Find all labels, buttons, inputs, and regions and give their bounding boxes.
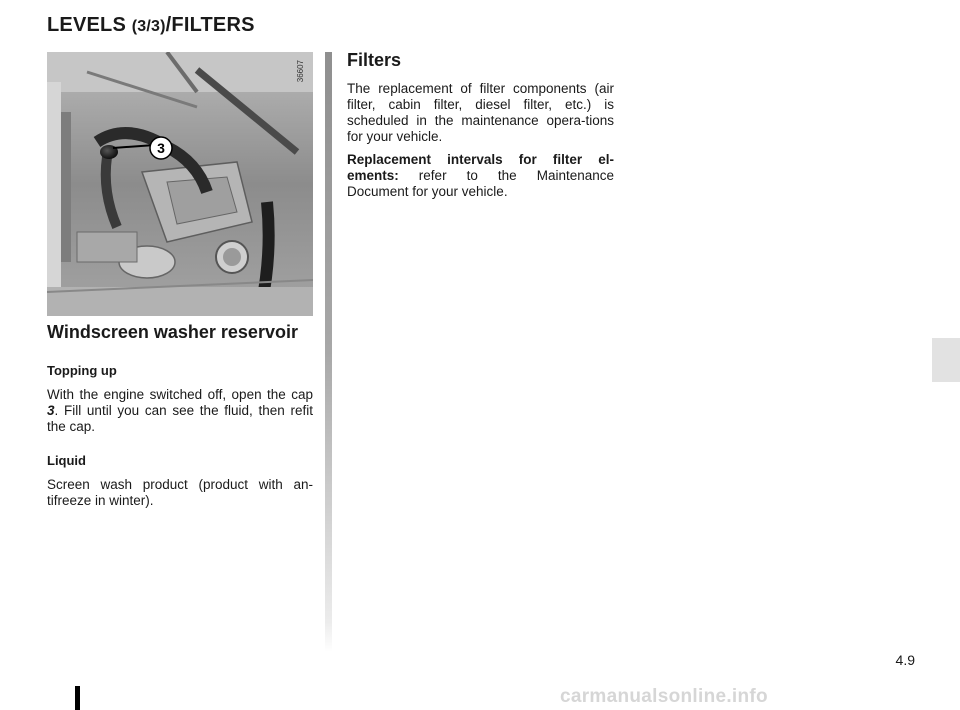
column-divider [325, 52, 332, 652]
title-sub: (3/3) [131, 18, 166, 35]
watermark: carmanualsonline.info [560, 686, 768, 707]
title-end: /FILTERS [165, 14, 255, 36]
engine-bay-illustration [47, 52, 313, 316]
page-number: 4.9 [895, 652, 915, 668]
washer-reservoir-section [47, 322, 313, 509]
filters-paragraph-2 [347, 152, 614, 200]
filters-section [347, 50, 614, 200]
callout-3: 3 [157, 140, 165, 156]
page-title [47, 14, 255, 37]
liquid-heading: Liquid [47, 453, 86, 468]
topping-up-heading: Topping up [47, 363, 117, 378]
filters-paragraph-1: The replacement of filter components (air filter, cabin filter, diesel filter, etc.) is scheduled in the maintenance opera-tions for your vehicle. [347, 81, 614, 144]
liquid-text: Screen wash product (product with an-tifreeze in winter). [47, 477, 313, 508]
figure-ref-code: 36607 [296, 60, 305, 83]
cap-reference: 3 [47, 403, 55, 418]
replacement-intervals-text: refer to the Maintenance Document for your vehicle. [347, 168, 614, 199]
replacement-intervals-label: Replacement intervals for filter el-ements: [347, 152, 614, 183]
topping-up-text [47, 387, 313, 435]
topping-text-part1: With the engine switched off, open the cap [47, 387, 313, 402]
chapter-tab [932, 338, 960, 382]
washer-reservoir-heading: Windscreen washer reservoir [47, 322, 298, 342]
corner-mark [75, 686, 80, 710]
filters-heading: Filters [347, 50, 402, 70]
title-main: LEVELS [47, 14, 132, 36]
engine-bay-photo [47, 52, 313, 316]
topping-text-part2: . Fill until you can see the fluid, then refit the cap. [47, 403, 313, 434]
